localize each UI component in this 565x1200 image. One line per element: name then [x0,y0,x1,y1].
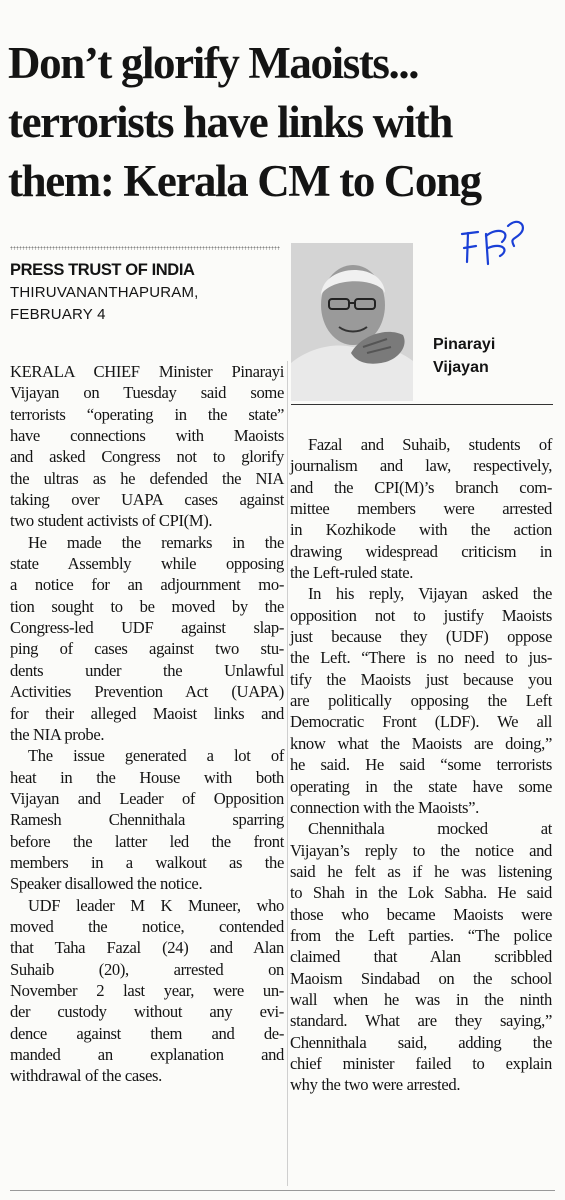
text-line: operating in the state have some [290,776,552,796]
text-line: two student activists of CPI(M). [10,511,213,531]
handwritten-signature [450,212,530,282]
text-line: taking over UAPA cases against [10,490,284,510]
column-divider [287,361,288,1186]
text-line: are politically opposing the Left [290,691,552,711]
text-line: Chennithala said, adding the [290,1032,552,1052]
text-line: to Shah in the Lok Sabha. He said [290,883,552,903]
byline-date: FEBRUARY 4 [10,306,106,323]
text-line: Vijayan’s reply to the notice and [290,840,552,860]
text-line: dents under the Unlawful [10,660,284,680]
text-line: Suhaib (20), arrested on [10,959,284,979]
text-line: Vijayan on Tuesday said some [10,383,284,403]
text-line: standard. What are they saying,” [290,1011,552,1031]
bottom-rule [10,1190,555,1191]
text-line: he said. He said “some terrorists [290,755,552,775]
text-line: know what the Maoists are doing,” [290,733,552,753]
headline [8,34,553,211]
text-line: moved the notice, contended [10,916,284,936]
text-line: claimed that Alan scribbled [290,947,552,967]
portrait-photo [291,243,413,401]
text-line: that Taha Fazal (24) and Alan [10,938,284,958]
text-line: state Assembly while opposing [10,554,284,574]
text-line: drawing widespread criticism in [290,541,552,561]
text-line: journalism and law, respectively, [290,456,552,476]
text-line: der custody without any evi- [10,1002,284,1022]
photo-caption-line: Vijayan [433,359,489,376]
text-line: Ramesh Chennithala sparring [10,810,284,830]
text-line: Speaker disallowed the notice. [10,874,203,894]
text-line: He made the remarks in the [28,532,284,552]
text-line: why the two were arrested. [290,1075,461,1095]
text-line: in Kozhikode with the action [290,520,552,540]
text-line: heat in the House with both [10,767,284,787]
text-line: the NIA probe. [10,724,105,744]
text-line: and asked Congress not to glorify [10,447,284,467]
text-line: connection with the Maoists”. [290,797,479,817]
text-line: have connections with Maoists [10,426,284,446]
headline-line: them: Kerala CM to Cong [8,156,481,206]
text-line: Congress-led UDF against slap- [10,618,284,638]
text-line: chief minister failed to explain [290,1053,552,1073]
text-line: the Left. “There is no need to jus- [290,648,552,668]
text-line: ping of cases against two stu- [10,639,284,659]
text-line: from the Left parties. “The police [290,925,552,945]
text-line: Activities Prevention Act (UAPA) [10,682,284,702]
text-line: the ultras as he defended the NIA [10,468,284,488]
portrait-photo-art [291,243,413,401]
text-line: the Left-ruled state. [290,563,414,583]
text-line: for their alleged Maoist links and [10,703,284,723]
text-line: a notice for an adjournment mo- [10,575,284,595]
text-line: before the latter led the front [10,831,284,851]
text-line: UDF leader M K Muneer, who [28,895,284,915]
text-line: manded an explanation and [10,1045,284,1064]
text-line: withdrawal of the cases. [10,1066,162,1086]
caption-rule [291,404,553,405]
text-line: November 2 last year, were un- [10,980,284,1000]
text-line: The issue generated a lot of [28,746,284,766]
text-line: and the CPI(M)’s branch com- [290,477,552,497]
byline-rule [10,246,280,250]
text-line: mittee members were arrested [290,499,552,519]
photo-caption-line: Pinarayi [433,336,496,353]
byline-place: THIRUVANANTHAPURAM, [10,284,199,301]
text-line: wall when he was in the ninth [290,989,552,1009]
text-line: just because they (UDF) oppose [290,627,552,647]
text-line: tion sought to be moved by the [10,596,284,616]
text-line: tify the Maoists just because you [290,669,552,689]
text-line: terrorists “operating in the state” [10,404,284,424]
text-line: opposition not to justify Maoists [290,605,552,625]
text-line: In his reply, Vijayan asked the [308,584,552,604]
text-line: members in a walkout as the [10,852,284,872]
text-line: Vijayan and Leader of Opposition [10,788,284,808]
text-line: dence against them and de- [10,1023,284,1043]
article-column-2 [290,434,552,1096]
headline-line: terrorists have links with [8,97,453,147]
text-line: Maoism Sindabad on the school [290,968,552,988]
headline-line: Don’t glorify Maoists... [8,38,419,88]
text-line: those who became Maoists were [290,904,552,924]
byline [10,258,285,326]
text-line: Democratic Front (LDF). We all [290,712,552,732]
text-line: KERALA CHIEF Minister Pinarayi [10,362,284,381]
text-line: Fazal and Suhaib, students of [308,435,552,454]
text-line: said he felt as if he was listening [290,861,552,881]
text-line: Chennithala mocked at [308,819,552,839]
article-column-1 [10,361,284,1087]
byline-agency: PRESS TRUST OF INDIA [10,261,195,279]
photo-caption [433,333,553,379]
